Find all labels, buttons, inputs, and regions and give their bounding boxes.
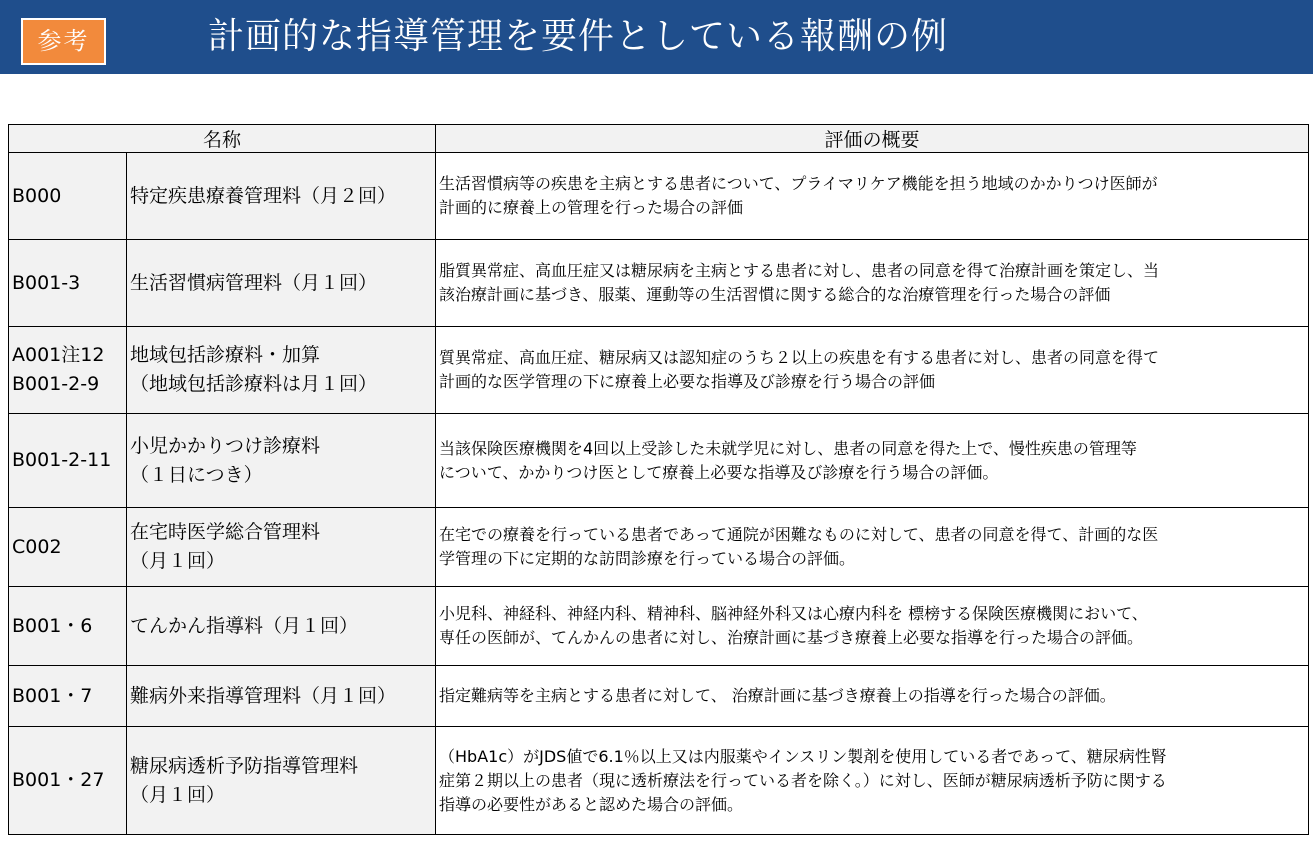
fee-code-cell bbox=[9, 327, 127, 414]
fee-name-cell bbox=[127, 240, 436, 327]
fee-name: （月１回） bbox=[130, 550, 226, 572]
fee-summary-cell bbox=[436, 153, 1309, 240]
fee-code-cell bbox=[9, 508, 127, 587]
fee-code: B001-2-11 bbox=[12, 449, 112, 471]
table-row bbox=[9, 327, 1309, 414]
fee-code: A001注12 bbox=[12, 344, 105, 366]
table-row bbox=[9, 727, 1309, 835]
fee-name-cell bbox=[127, 153, 436, 240]
fee-name-cell bbox=[127, 508, 436, 587]
fee-summary-line: 症第２期以上の患者（現に透析療法を行っている者を除く。）に対し、医師が糖尿病透析予防に関する bbox=[439, 770, 1167, 790]
fee-name-cell bbox=[127, 727, 436, 835]
table-row bbox=[9, 508, 1309, 587]
fee-summary-line: 学管理の下に定期的な訪問診療を行っている場合の評価。 bbox=[439, 549, 856, 568]
table-row bbox=[9, 414, 1309, 508]
fee-summary-line: 専任の医師が、てんかんの患者に対し、治療計画に基づき療養上必要な指導を行った場合の評価。 bbox=[439, 628, 1144, 647]
fee-code-cell bbox=[9, 153, 127, 240]
fee-summary-line: 質異常症、高血圧症、糖尿病又は認知症のうち２以上の疾患を有する患者に対し、患者の同意を得て bbox=[439, 348, 1160, 367]
fee-name: （１日につき） bbox=[130, 463, 263, 486]
fee-summary-line: 脂質異常症、高血圧症又は糖尿病を主病とする患者に対し、患者の同意を得て治療計画を策定し、当 bbox=[439, 261, 1160, 280]
fee-name-cell bbox=[127, 327, 436, 414]
fee-code: B001・6 bbox=[12, 614, 93, 637]
fee-code-cell bbox=[9, 727, 127, 835]
fee-summary-cell bbox=[436, 666, 1309, 727]
fee-name: 難病外来指導管理料（月１回） bbox=[130, 684, 397, 707]
fee-summary-line: 当該保険医療機関を4回以上受診した未就学児に対し、患者の同意を得た上で、慢性疾患の管理等 bbox=[439, 438, 1137, 458]
title-banner bbox=[0, 0, 1313, 74]
fee-summary-line: 指導の必要性があると認めた場合の評価。 bbox=[439, 794, 744, 814]
fee-code-cell bbox=[9, 587, 127, 666]
fee-code-cell bbox=[9, 414, 127, 508]
fee-name: （月１回） bbox=[130, 783, 226, 806]
table-row bbox=[9, 153, 1309, 240]
fee-summary-cell bbox=[436, 727, 1309, 835]
fee-summary-line: 小児科、神経科、神経内科、精神科、脳神経外科又は心療内科を 標榜する保険医療機関において、 bbox=[439, 604, 1148, 623]
fee-name: てんかん指導料（月１回） bbox=[130, 614, 359, 637]
fee-summary-cell bbox=[436, 327, 1309, 414]
fee-code-cell bbox=[9, 666, 127, 727]
fee-name-cell bbox=[127, 666, 436, 727]
fee-name: 在宅時医学総合管理料 bbox=[130, 521, 321, 543]
fee-name: 糖尿病透析予防指導管理料 bbox=[130, 754, 359, 777]
table-row bbox=[9, 666, 1309, 727]
fee-name: 特定疾患療養管理料（月２回） bbox=[130, 184, 397, 207]
column-header-name: 名称 bbox=[9, 125, 436, 153]
fee-summary-line: 該治療計画に基づき、服薬、運動等の生活習慣に関する総合的な治療管理を行った場合の評価 bbox=[439, 285, 1111, 304]
fee-code-cell bbox=[9, 240, 127, 327]
fee-name: 生活習慣病管理料（月１回） bbox=[130, 271, 378, 294]
table-row bbox=[9, 587, 1309, 666]
fee-code: B001-2-9 bbox=[12, 373, 100, 395]
table-row bbox=[9, 240, 1309, 327]
fee-summary-line: 生活習慣病等の疾患を主病とする患者について、プライマリケア機能を担う地域のかかりつけ医師が bbox=[439, 174, 1158, 193]
fee-summary-cell bbox=[436, 240, 1309, 327]
fee-examples-table bbox=[8, 124, 1309, 835]
reference-badge: 参考 bbox=[21, 18, 106, 65]
fee-code: B001・7 bbox=[12, 684, 93, 707]
fee-name: 地域包括診療料・加算 bbox=[130, 344, 321, 366]
column-header-summary: 評価の概要 bbox=[436, 125, 1309, 153]
fee-code: B000 bbox=[12, 184, 62, 207]
fee-summary-cell bbox=[436, 414, 1309, 508]
fee-code: B001・27 bbox=[12, 769, 105, 791]
fee-name: 小児かかりつけ診療料 bbox=[130, 434, 321, 457]
fee-name-cell bbox=[127, 414, 436, 508]
fee-summary-line: （HbA1c）がJDS値で6.1％以上又は内服薬やインスリン製剤を使用している者であって、糖尿病性腎 bbox=[439, 746, 1167, 766]
fee-summary-cell bbox=[436, 508, 1309, 587]
fee-summary-cell bbox=[436, 587, 1309, 666]
fee-name-cell bbox=[127, 587, 436, 666]
fee-summary-line: 指定難病等を主病とする患者に対して、 治療計画に基づき療養上の指導を行った場合の評価。 bbox=[439, 686, 1116, 705]
fee-code: C002 bbox=[12, 535, 62, 558]
fee-summary-line: 計画的に療養上の管理を行った場合の評価 bbox=[439, 198, 744, 217]
fee-summary-line: 在宅での療養を行っている患者であって通院が困難なものに対して、患者の同意を得て、計画的な医 bbox=[439, 525, 1159, 544]
fee-summary-line: 計画的な医学管理の下に療養上必要な指導及び診療を行う場合の評価 bbox=[439, 372, 936, 391]
page-title: 計画的な指導管理を要件としている報酬の例 bbox=[208, 16, 949, 57]
table-header-row bbox=[9, 125, 1309, 153]
fee-code: B001-3 bbox=[12, 271, 81, 294]
fee-summary-line: について、かかりつけ医として療養上必要な指導及び診療を行う場合の評価。 bbox=[439, 462, 999, 482]
fee-name: （地域包括診療料は月１回） bbox=[130, 373, 378, 395]
